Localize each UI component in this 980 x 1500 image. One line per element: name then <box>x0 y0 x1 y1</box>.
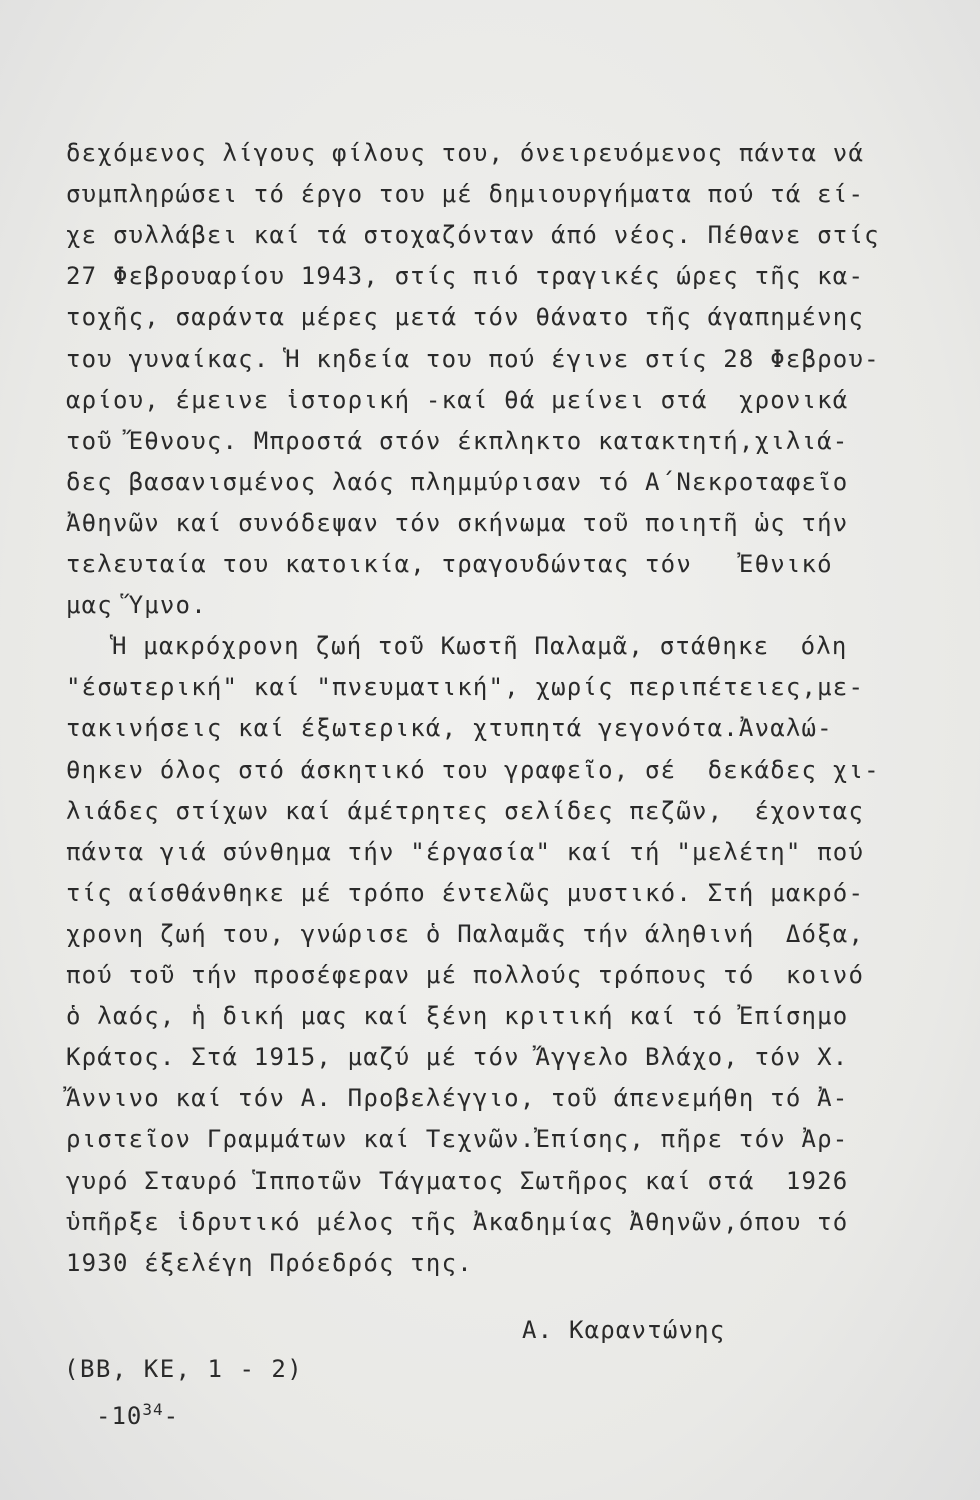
page-number-suffix: - <box>163 1402 180 1430</box>
author-signature: Α. Καραντώνης <box>522 1316 726 1344</box>
text-line: τακινήσεις καί έξωτερικά, χτυπητά γεγονότα.Ἀναλώ- <box>66 714 833 743</box>
text-line: Κράτος. Στά 1915, μαζύ μέ τόν Ἄγγελο Βλάχο, τόν Χ. <box>66 1043 849 1072</box>
text-line: δες βασανισμένος λαός πλημμύρισαν τό Α΄Νεκροταφεῖο <box>66 467 849 496</box>
text-line: του γυναίκας. Ἡ κηδεία του πού έγινε στίς 28 Φεβρου- <box>66 344 880 373</box>
text-line: λιάδες στίχων καί άμέτρητες σελίδες πεζῶν, έχοντας <box>66 796 865 825</box>
page-number <box>96 1400 179 1430</box>
text-line: τοχῆς, σαράντα μέρες μετά τόν θάνατο τῆς άγαπημένης <box>66 303 865 332</box>
text-line: χρονη ζωή του, γνώρισε ὁ Παλαμᾶς τήν άληθινή Δόξα, <box>66 919 865 948</box>
text-line: 1930 έξελέγη Πρόεδρός της. <box>66 1248 473 1277</box>
source-reference: (ΒΒ, ΚΕ, 1 - 2) <box>64 1355 304 1383</box>
text-line: πάντα γιά σύνθημα τήν "έργασία" καί τή "μελέτη" πού <box>66 837 865 866</box>
text-line: Ἄννινο καί τόν Α. Προβελέγγιο, τοῦ άπενεμήθη τό Ἀ- <box>66 1084 849 1113</box>
text-line: Ἡ μακρόχρονη ζωή τοῦ Κωστῆ Παλαμᾶ, στάθηκε όλη <box>112 632 848 661</box>
text-line: τοῦ Ἔθνους. Μπροστά στόν έκπληκτο κατακτητή,χιλιά- <box>66 426 849 455</box>
text-line: ριστεῖον Γραμμάτων καί Τεχνῶν.Ἐπίσης, πῆρε τόν Ἀρ- <box>66 1125 849 1154</box>
text-line: "έσωτερική" καί "πνευματική", χωρίς περιπέτειες,με- <box>66 673 865 702</box>
page-number-prefix: -10 <box>96 1402 143 1430</box>
text-line: 27 Φεβρουαρίου 1943, στίς πιό τραγικές ώρες τῆς κα- <box>66 262 865 291</box>
text-line: αρίου, έμεινε ἱστορική -καί θά μείνει στά χρονικά <box>66 385 849 414</box>
text-line: ὑπῆρξε ἱδρυτικό μέλος τῆς Ἀκαδημίας Ἀθηνῶν,όπου τό <box>66 1207 849 1236</box>
text-line: γυρό Σταυρό Ἱπποτῶν Τάγματος Σωτῆρος καί στά 1926 <box>66 1166 849 1195</box>
text-line: μας Ὕμνο. <box>66 591 207 620</box>
text-line: Ἀθηνῶν καί συνόδεψαν τόν σκήνωμα τοῦ ποιητῆ ὡς τήν <box>66 508 849 537</box>
text-line: δεχόμενος λίγους φίλους του, όνειρευόμενος πάντα νά <box>66 139 865 167</box>
text-line: συμπληρώσει τό έργο του μέ δημιουργήματα πού τά εί- <box>66 180 865 209</box>
page-number-sup: 34 <box>142 1400 164 1419</box>
text-line: πού τοῦ τήν προσέφεραν μέ πολλούς τρόπους τό κοινό <box>66 961 865 989</box>
text-line: ὁ λαός, ἡ δική μας καί ξένη κριτική καί τό Ἐπίσημο <box>66 1002 849 1031</box>
text-line: χε συλλάβει καί τά στοχαζόνταν άπό νέος. Πέθανε στίς <box>66 221 880 250</box>
text-line: τελευταία του κατοικία, τραγουδώντας τόν Ἐθνικό <box>66 550 833 578</box>
text-line: θηκεν όλος στό άσκητικό του γραφεῖο, σέ δεκάδες χι- <box>66 755 880 784</box>
text-line: τίς αίσθάνθηκε μέ τρόπο έντελῶς μυστικό. Στή μακρό- <box>66 878 865 907</box>
